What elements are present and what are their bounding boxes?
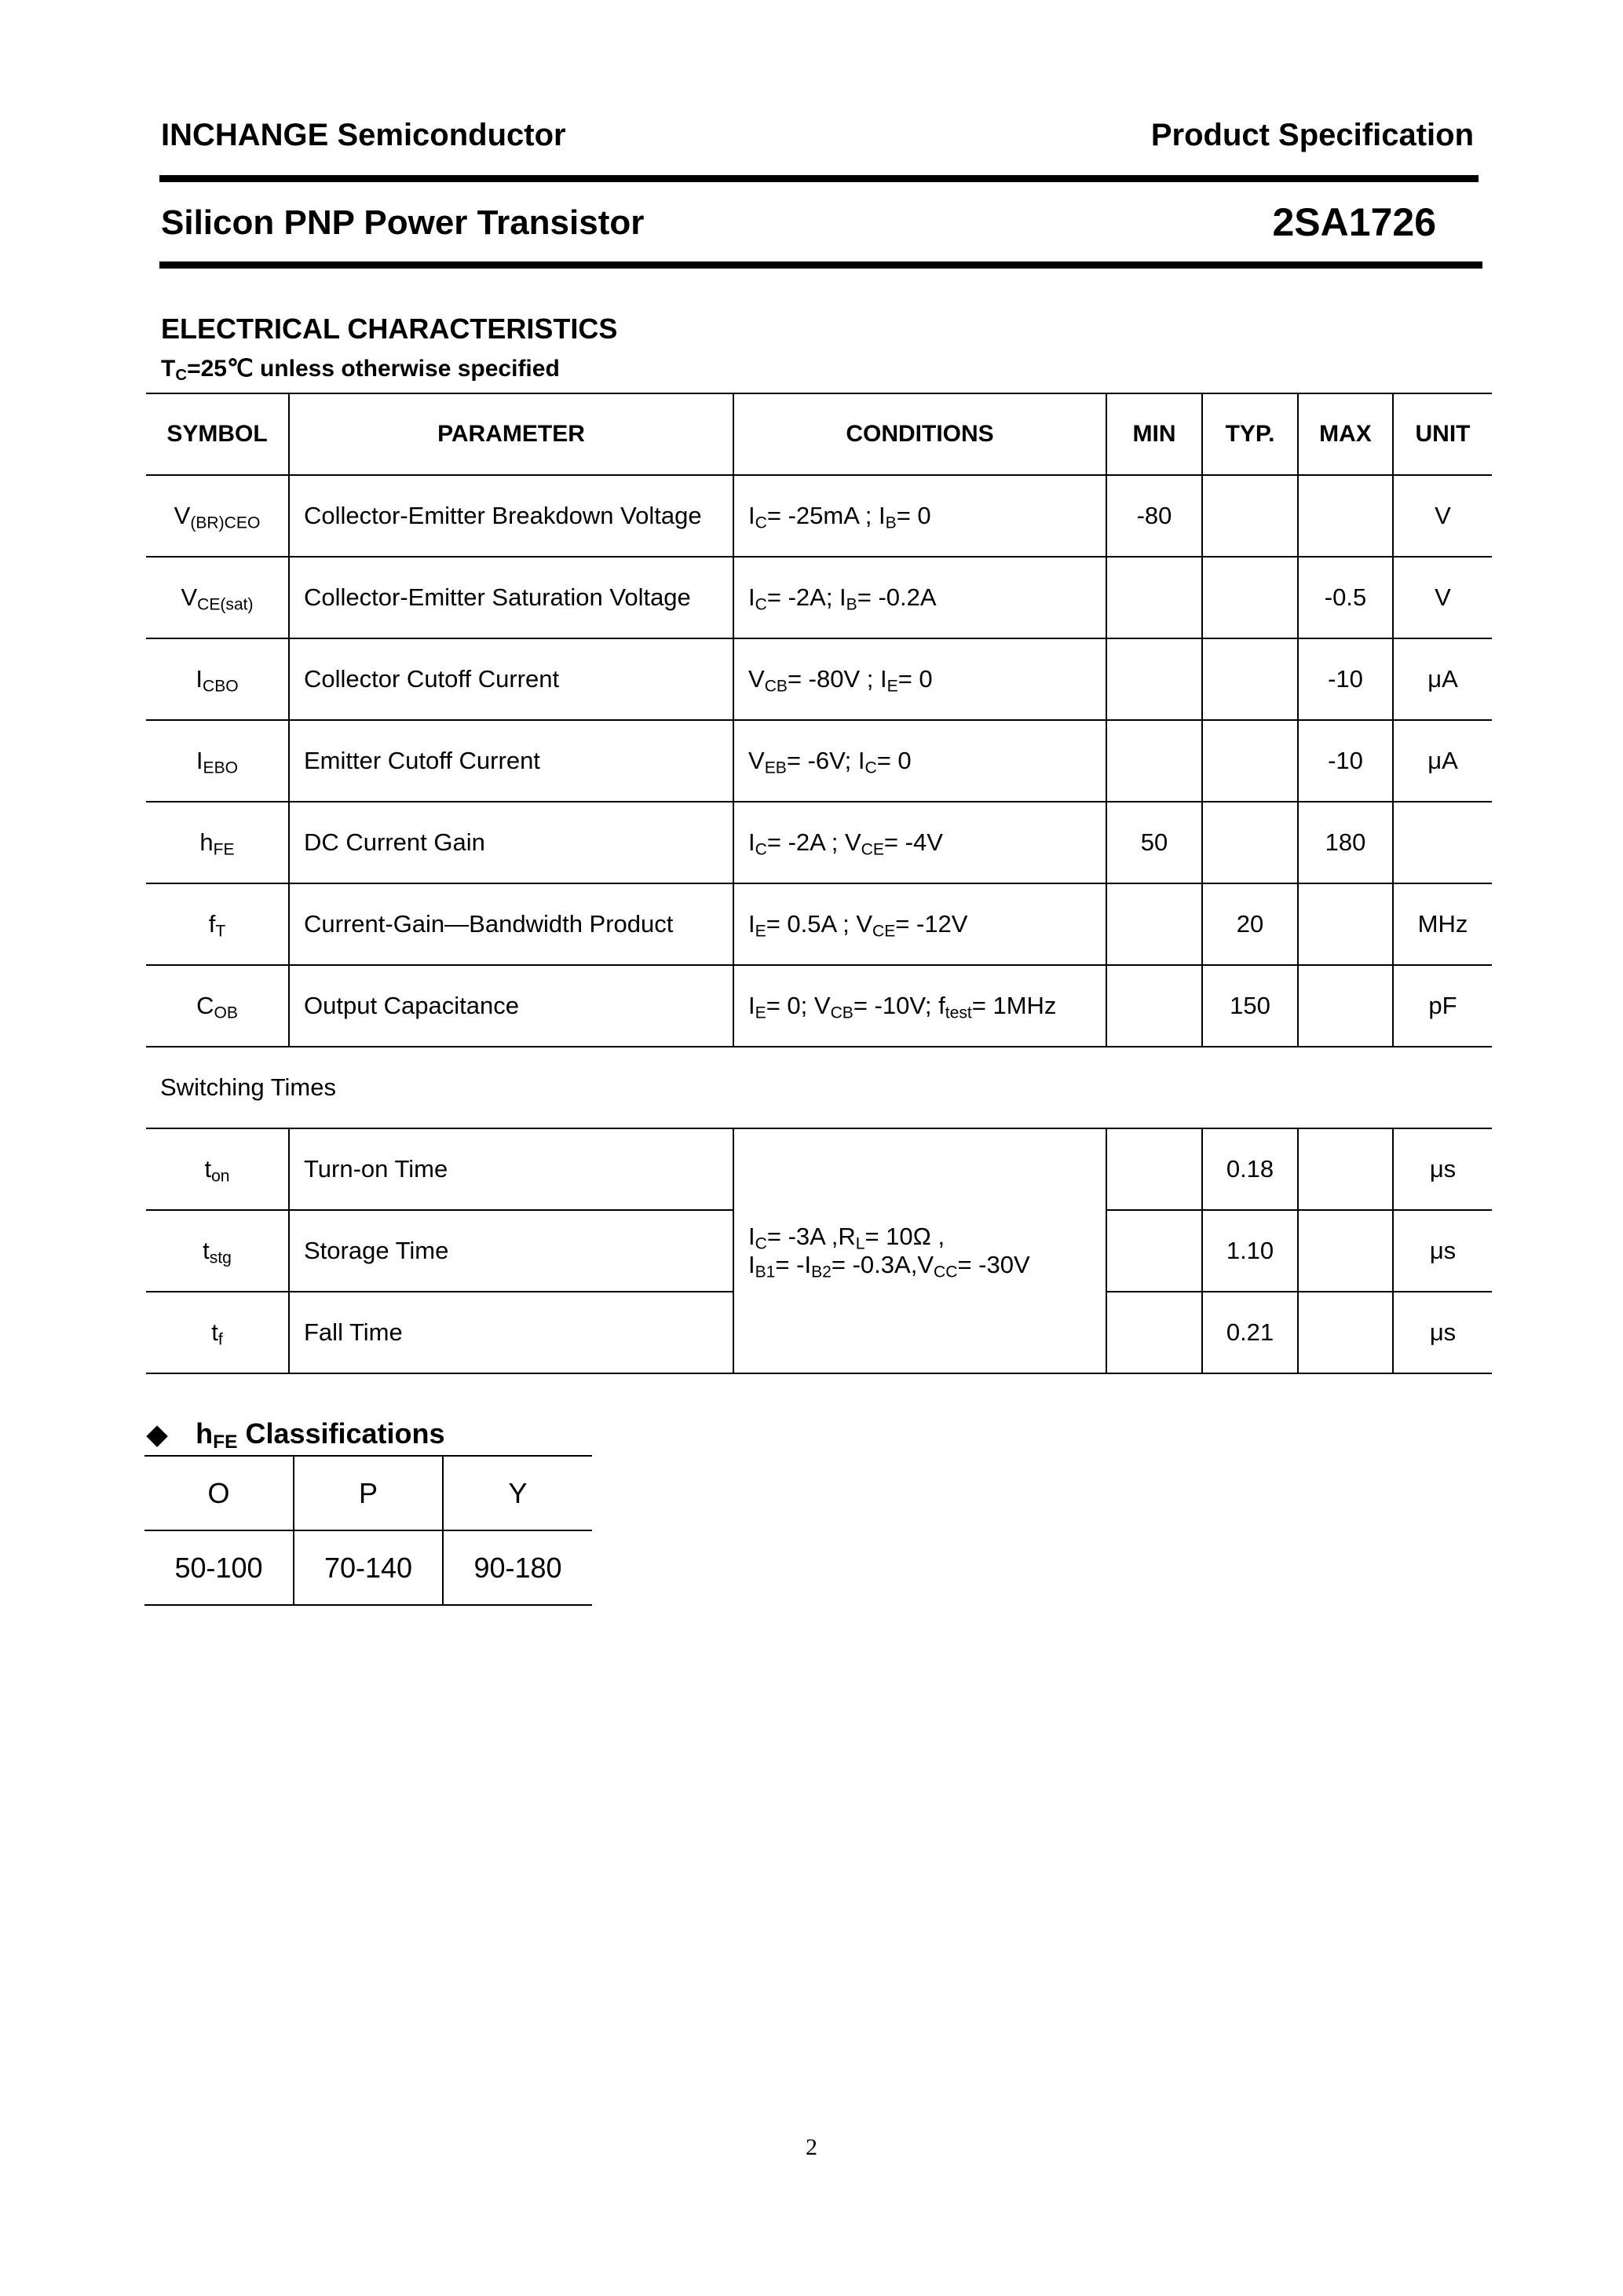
unit-cell: V [1393,475,1492,557]
symbol-cell [146,557,289,638]
conditions-cell: $I_E= 0.5A$ ; $V_{CE}= -12V$ [733,883,1106,965]
min-cell [1106,720,1202,802]
symbol-cell [146,475,289,557]
max-cell: -10 [1298,720,1393,802]
typ-cell: 20 [1202,883,1298,965]
max-cell: 180 [1298,802,1393,883]
unit-cell: μs [1393,1128,1492,1210]
document-type: Product Specification [1150,118,1474,152]
symbol-cell [146,1128,289,1210]
symbol-subscript: OB [214,1004,238,1022]
min-cell [1106,1128,1202,1210]
min-cell [1106,557,1202,638]
parameter-cell: Emitter Cutoff Current [289,720,733,802]
switching-times-row [146,1047,1492,1128]
conditions-cell: $I_C= -2A$; $I_B= -0.2A$ [733,557,1106,638]
parameter-cell: Turn-on Time [289,1128,733,1210]
min-cell [1106,965,1202,1047]
header-conditions: CONDITIONS [733,393,1106,475]
range-row [144,1530,592,1605]
typ-cell [1202,720,1298,802]
table-row [146,638,1492,720]
parameter-cell: Collector-Emitter Breakdown Voltage [289,475,733,557]
symbol-cell [146,1292,289,1373]
product-description: Silicon PNP Power Transistor [161,203,645,242]
symbol-subscript: CE(sat) [197,595,254,614]
unit-cell: μA [1393,720,1492,802]
test-condition-note: $T_C=25℃$ unless otherwise specified [161,356,560,385]
typ-cell: 0.21 [1202,1292,1298,1373]
table-header-row [146,393,1492,475]
conditions-cell: $I_E= 0$; $V_{CB}= -10V$; $f_{test}= 1MHz$ [733,965,1106,1047]
symbol-cell [146,965,289,1047]
parameter-cell: Collector Cutoff Current [289,638,733,720]
table-row [146,557,1492,638]
parameter-cell: Fall Time [289,1292,733,1373]
min-cell: -80 [1106,475,1202,557]
symbol-text: h [199,828,214,856]
header-typ: TYP. [1202,393,1298,475]
parameter-cell: Collector-Emitter Saturation Voltage [289,557,733,638]
table-row [146,965,1492,1047]
typ-cell: 0.18 [1202,1128,1298,1210]
symbol-subscript: T [215,922,226,941]
unit-cell: V [1393,557,1492,638]
symbol-subscript: CBO [202,677,239,696]
table-row [146,883,1492,965]
symbol-cell [146,720,289,802]
symbol-text: t [203,1237,210,1264]
symbol-text: I [196,747,203,774]
range-p: 70-140 [294,1530,443,1605]
symbol-text: I [196,665,203,693]
typ-cell: 1.10 [1202,1210,1298,1292]
header-rule-bottom [159,261,1482,269]
unit-cell: MHz [1393,883,1492,965]
header-parameter: PARAMETER [289,393,733,475]
typ-cell [1202,802,1298,883]
header-unit: UNIT [1393,393,1492,475]
symbol-text: t [204,1155,212,1183]
symbol-text: t [211,1318,218,1346]
typ-cell [1202,475,1298,557]
electrical-characteristics-table [146,393,1492,1374]
min-cell [1106,1292,1202,1373]
symbol-text: V [174,502,191,529]
symbol-subscript: FE [213,840,235,859]
header-symbol: SYMBOL [146,393,289,475]
range-o: 50-100 [144,1530,294,1605]
table-row [146,475,1492,557]
unit-cell: μA [1393,638,1492,720]
symbol-text: f [208,910,216,938]
header-min: MIN [1106,393,1202,475]
conditions-cell: $V_{CB}= -80V$ ; $I_E= 0$ [733,638,1106,720]
parameter-cell: Current-Gain—Bandwidth Product [289,883,733,965]
max-cell [1298,1210,1393,1292]
conditions-cell: $V_{EB}= -6V$; $I_C= 0$ [733,720,1106,802]
grade-y: Y [443,1456,592,1530]
company-name: INCHANGE Semiconductor [161,118,566,152]
parameter-cell: DC Current Gain [289,802,733,883]
unit-cell: μs [1393,1210,1492,1292]
range-y: 90-180 [443,1530,592,1605]
unit-cell: pF [1393,965,1492,1047]
header-max: MAX [1298,393,1393,475]
symbol-subscript: f [217,1330,223,1349]
diamond-bullet-icon: ◆ [147,1420,168,1450]
symbol-subscript: (BR)CEO [190,514,261,532]
section-title: ELECTRICAL CHARACTERISTICS [161,313,618,345]
switching-row [146,1128,1492,1210]
max-cell [1298,475,1393,557]
table-row [146,802,1492,883]
grade-o: O [144,1456,294,1530]
part-number: 2SA1726 [1272,200,1436,244]
symbol-subscript: on [211,1167,230,1186]
min-cell: 50 [1106,802,1202,883]
max-cell: -0.5 [1298,557,1393,638]
typ-cell [1202,557,1298,638]
max-cell: -10 [1298,638,1393,720]
max-cell [1298,965,1393,1047]
min-cell [1106,638,1202,720]
typ-cell: 150 [1202,965,1298,1047]
symbol-subscript: EBO [203,759,239,777]
min-cell [1106,883,1202,965]
parameter-cell: Storage Time [289,1210,733,1292]
symbol-text: C [196,992,214,1019]
switching-times-label: Switching Times [146,1047,1492,1128]
symbol-text: V [181,583,198,611]
grade-row [144,1456,592,1530]
max-cell [1298,1292,1393,1373]
symbol-cell [146,802,289,883]
max-cell [1298,883,1393,965]
min-cell [1106,1210,1202,1292]
unit-cell [1393,802,1492,883]
grade-p: P [294,1456,443,1530]
table-row [146,720,1492,802]
conditions-cell: $I_C= -2A$ ; $V_{CE}= -4V$ [733,802,1106,883]
hfe-classification-table [144,1455,592,1606]
typ-cell [1202,638,1298,720]
max-cell [1298,1128,1393,1210]
switching-conditions-cell: $I_C= -3A$ $,R_L= 10\Omega$ , $I_{B1}= -I_{B2}= -0.3A,V_{CC}= -30V$ [733,1128,1106,1373]
classifications-title: ◆ $h_{FE}$ Classifications [147,1417,445,1453]
symbol-subscript: stg [209,1249,232,1267]
unit-cell: μs [1393,1292,1492,1373]
symbol-cell [146,883,289,965]
page-number: 2 [806,2134,817,2160]
conditions-cell: $I_C= -25mA$ ; $I_B= 0$ [733,475,1106,557]
symbol-cell [146,638,289,720]
symbol-cell [146,1210,289,1292]
parameter-cell: Output Capacitance [289,965,733,1047]
header-rule-top [159,175,1479,182]
